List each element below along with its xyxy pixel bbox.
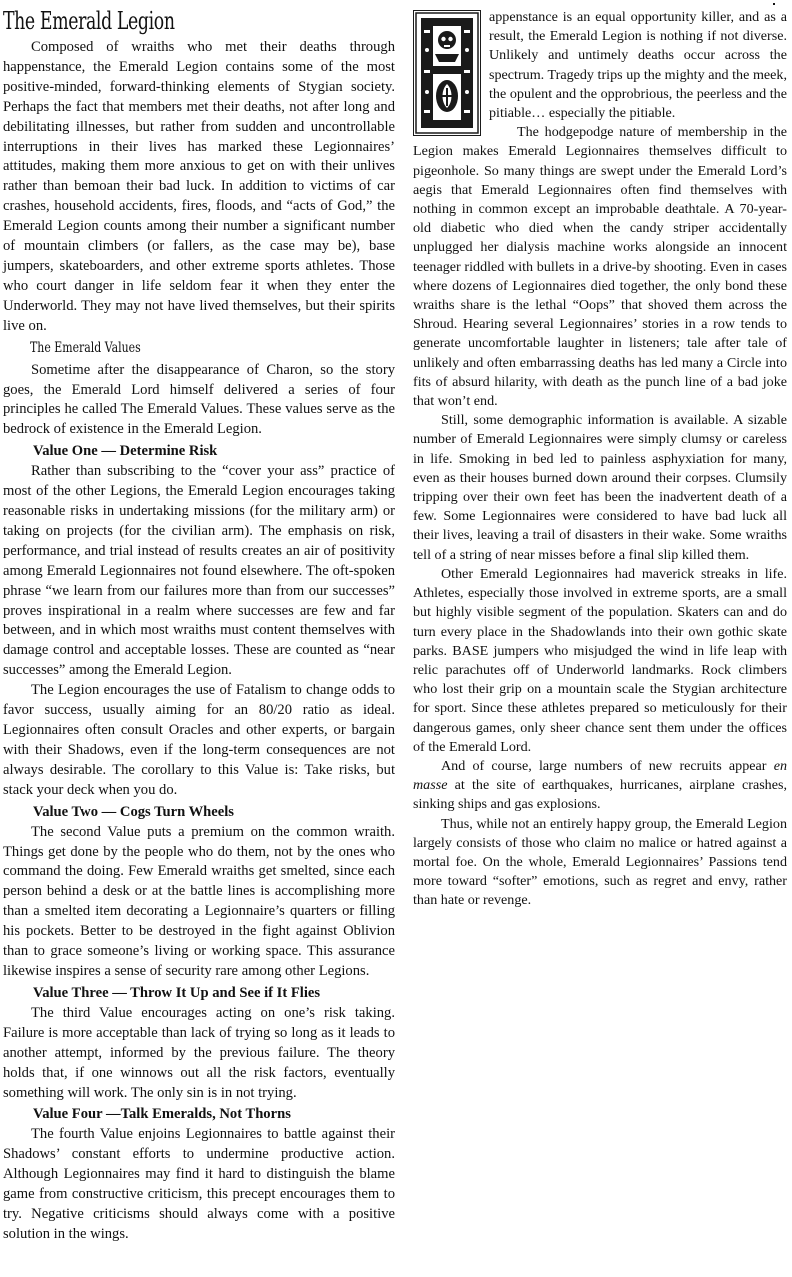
left-column (3, 6, 395, 1245)
value-three-heading: Value Three — Throw It Up and See if It Flies (33, 984, 321, 1001)
value-two-paragraph: The second Value puts a premium on the common wraith. Things get done by the people who do them, not by the ones who command the doing. Few Emerald wraiths get smelted, since each person behind a desk or at the battle lines is accomplishing more than a smelted item decorating a Legionnaire’s quarters or filling his pockets. Better to be destroyed in the fight against Oblivion than to grace someone’s living or working space. This assurance likewise inspires a sense of security rare among other Legions. (3, 823, 395, 979)
right-paragraph-2: The hodgepodge nature of membership in the Legion makes Emerald Legionnaires themselves difficult to pigeonhole. So many things are swept under the Emerald Lord’s aegis that Emerald Legionnaires often find themselves with nothing in common except an improbable deathtale. A 70-year-old diabetic who died when the candy striper accidentally unplugged her dialysis machine works alongside an innocent teenager riddled with bullets in a drive-by shooting. Even in cases where dozens of Legionnaires died together, the only bond these wraiths share is the lethal “Oops” that shoved them across the Shroud. Hearing several Legionnaires’ stories in a row tends to generate uncomfortable laughter in listeners; tale after tale of unlikely and often embarrassing deaths has led many a Circle into fits of absurd hilarity, with death as the punch line of a bad joke that won’t end. (413, 124, 787, 410)
right-paragraph-6: Thus, while not an entirely happy group, the Emerald Legion largely consists of those who claim no malice or hatred against a mortal foe. On the whole, Emerald Legionnaires’ Passions tend more toward “softer” emotions, such as regret and envy, rather than hate or revenge. (413, 815, 787, 909)
right-paragraph-1: appenstance is an equal opportunity killer, and as a result, the Emerald Legion is nothing if not diverse. Unlikely and untimely deaths occur across the spectrum. Tragedy trips up the mighty and the meek, the opulent and the opprobrious, the peerless and the pitiable… especially the pitiable. (489, 9, 787, 122)
value-one-heading: Value One — Determine Risk (33, 443, 218, 460)
right-paragraph-3: Still, some demographic information is available. A sizable number of Emerald Legionnaires were simply clumsy or careless in life. Smoking in bed led to painless asphyxiation for many, even as their houses burned down around their corpses. Clumsily tripping over their own feet has been the inadvertent death of a few. Some Legionnaires were considered to have bad luck all their lives, leaving a trail of disasters in their wake. Some wraiths tell of a string of near misses before a final slip killed them. (413, 412, 787, 563)
value-one-paragraph-2: The Legion encourages the use of Fatalism to change odds to favor success, usually aiming for an 80/20 ratio as ideal. Legionnaires often consult Oracles and other experts, or bargain with their Shadows, even if the long-term consequences are not always desirable. The corollary to this Value is: Take risks, but stack your deck when you do. (3, 682, 395, 798)
en-masse-emphasis: en masse (413, 757, 787, 794)
right-column (413, 8, 787, 911)
right-paragraph-4: Other Emerald Legionnaires had maverick streaks in life. Athletes, especially those involved in extreme sports, are a small but highly visible segment of the population. Skaters can and do turn every place in the Shadowlands into their own gothic skate parks. BASE jumpers who misjudged the wind in life leap with relic parachutes off of Underworld landmarks. Rock climbers who lost their grip on a mountain scale the Stygian architecture for sport. Since these athletes prepared so meticulously for their dangerous games, only sheer chance sent them under the offices of the Emerald Lord. (413, 565, 787, 755)
page-title: The Emerald Legion (3, 7, 175, 35)
value-three-paragraph: The third Value encourages acting on one’s risk taking. Failure is more acceptable than lack of trying so long as it leads to another attempt, informed by the previous failure. The theory holds that, if one winnows out all the risk factors, eventually something will work. The only sin is in not trying. (3, 1004, 395, 1101)
value-four-heading: Value Four —Talk Emeralds, Not Thorns (33, 1106, 291, 1123)
right-paragraph-5-part-a: And of course, large numbers of new recruits appear (441, 757, 774, 774)
page-mark (773, 3, 775, 5)
values-heading: The Emerald Values (30, 339, 141, 356)
value-two-heading: Value Two — Cogs Turn Wheels (33, 803, 234, 820)
intro-paragraph: Composed of wraiths who met their deaths through happenstance, the Emerald Legion contains some of the most positive-minded, forward-thinking elements of Stygian society. Perhaps the fact that members met their deaths, not after long and debilitating illnesses, but rather from sudden and uncontrollable interruptions in their lives has marked these Legionnaires’ attitudes, making them more anxious to get on with their unlives rather than bemoan their bad luck. In addition to victims of car crashes, household accidents, fires, floods, and “acts of God,” the Emerald Legion counts among their number a significant number of mountain climbers (or fallers, as the case may be), base jumpers, skateboarders, and other extreme sports athletes. Those who court danger in life seldom fear it when they enter the Underworld. They may not have lived themselves, but their spirits live on. (3, 39, 395, 334)
right-paragraph-5-part-b: at the site of earthquakes, hurricanes, airplane crashes, sinking ships and gas explosions. (413, 777, 787, 813)
values-intro-paragraph: Sometime after the disappearance of Charon, so the story goes, the Emerald Lord himself delivered a series of four principles he called The Emerald Values. These values serve as the bedrock of existence in the Emerald Legion. (3, 361, 395, 438)
ornate-letter-h-icon (413, 10, 481, 136)
value-four-paragraph: The fourth Value enjoins Legionnaires to battle against their Shadows’ constant efforts to undermine productive action. Although Legionnaires may find it hard to distinguish the blame game from constructive criticism, this precept encourages them to try. Negative criticisms should always come with a positive solution in the wings. (3, 1126, 395, 1242)
value-one-paragraph-1: Rather than subscribing to the “cover your ass” practice of most of the other Legions, the Emerald Legion encourages taking reasonable risks in undertaking missions (for the military arm) or taking on projects (for the civilian arm). The emphasis on risk, performance, and trial instead of results creates an air of positivity among Emerald Legionnaires not found elsewhere. The oft-spoken phrase “we learn from our failures more than from our successes” proves inspirational in a realm where successes are few and far between, and in which most wraiths must content themselves with damage control and acceptable losses. These are counted as “near successes” among the Emerald Legion. (3, 463, 395, 679)
right-paragraph-5 (413, 757, 787, 815)
